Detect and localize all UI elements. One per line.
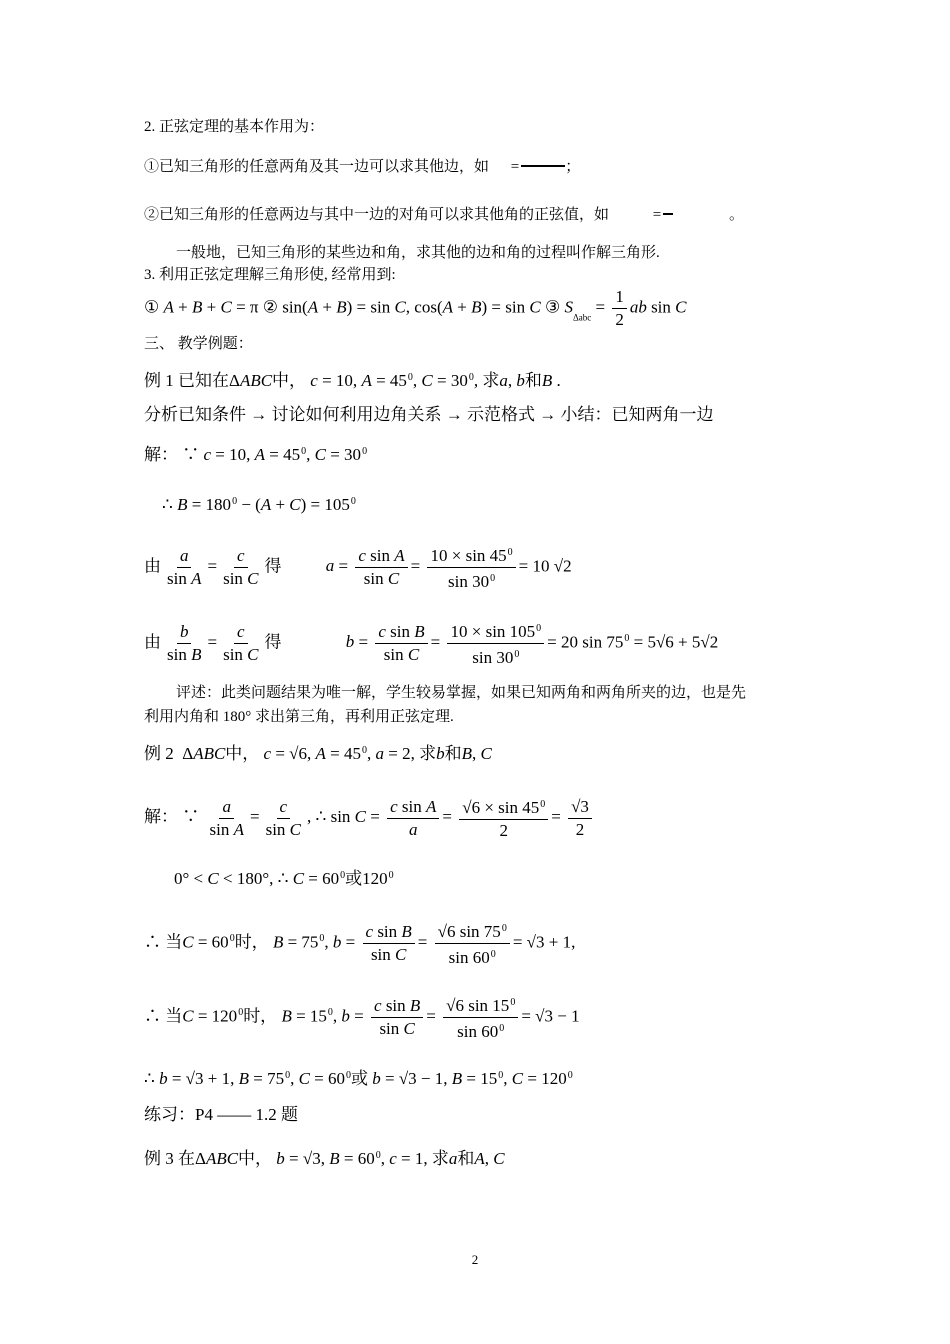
example-3: 例 3 在ΔABC中， b = √3, $B = 60^0$, c = 1, 求a和A, C — [144, 1149, 505, 1168]
line-usage-1: ①已知三角形的任意两角及其一边可以求其他边，如 = ； — [144, 159, 581, 175]
case-c-120: ∴ 当$C = 120^0$时， $B = 15^0$, b = $\frac{\text{c sin B}}{\text{sin C}}$ = $\frac{√6 \sin 15^0}{\sin 60^0}$ = √3 − 1 — [144, 992, 580, 1043]
fraction-half: $\frac{1}{2}$ — [612, 286, 627, 331]
angle-c-range: 0° < C < 180°, ∴ $C = 60^0$或$120^0$ — [174, 869, 394, 888]
example-2: 例 2 ΔABC中， c = √6, $A = 45^0$, a = 2, 求b和B, C — [144, 744, 492, 763]
solution-side-b: 由 $\frac{b}{\text{sin B}}$ = $\frac{c}{\text{sin C}}$ 得 b = $\frac{\text{c sin B}}{\text{sin C}}$ = $\frac{10 \times \sin 105^0}{\sin 30^0}$ = 20 $\sin 75^0 = 5√6 + 5√2$ — [144, 618, 718, 669]
review-line-1: 评述：此类问题结果为唯一解，学生较易掌握，如果已知两角和两角所夹的边，也是先 — [176, 685, 747, 701]
line-useful-formulas: 3. 利用正弦定理解三角形使, 经常用到: — [144, 267, 396, 283]
page-number: 2 — [471, 1252, 479, 1267]
blank-line — [521, 165, 565, 167]
analysis-line: 分析已知条件 → 讨论如何利用边角关系 → 示范格式 → 小结：已知两角一边 — [144, 405, 714, 424]
solution-side-a: 由 $\frac{a}{\text{sin A}}$ = $\frac{c}{\text{sin C}}$ 得 a = $\frac{\text{c sin A}}{\text{sin C}}$ = $\frac{10 \times \sin 45^0}{\sin 30^0}$ = 10 √2 — [144, 542, 572, 593]
section-heading: 三、 教学例题： — [144, 336, 253, 352]
formula-line: ① A + B + C = π ② sin(A + B) = sin C, cos(A + B) = sin C ③ $S_{\Delta abc}$ = $\frac{1}{2}$ ab sin C — [144, 287, 687, 329]
solution-angle-b: ∴ $B = 180^0 - (A + C) = 105^0$ — [162, 495, 356, 514]
solution-given: 解： ∵ c = 10, $A = 45^0$, $C = 30^0$ — [144, 445, 368, 464]
practice-line: 练习：P4 —— 1.2 题 — [144, 1105, 298, 1124]
blank-line — [663, 213, 673, 215]
line-theorem-usage: 2. 正弦定理的基本作用为： — [144, 119, 325, 135]
case-c-60: ∴ 当$C = 60^0$时， $B = 75^0$, b = $\frac{\text{c sin B}}{\text{sin C}}$ = $\frac{√6 \sin 75^0}{\sin 60^0}$ = √3 + 1, — [144, 918, 575, 969]
example-1: 例 1 已知在ΔABC中， c = 10, $A = 45^0$, $C = 30^0$, 求a, b和B . — [144, 371, 561, 390]
example-2-answer: ∴ b = √3 + 1, $B = 75^0$, $C = 60^0$或 b = √3 − 1, $B = 15^0$, $C = 120^0$ — [144, 1069, 573, 1088]
example-2-solution: 解： ∵ $\frac{a}{\text{sin A}}$ = $\frac{c}{\text{sin C}}$ , ∴ sin C = $\frac{\text{c sin A}}{a}$ = $\frac{√6 \times \sin 45^0}{2}$ = $\frac{√3}{2}$ — [144, 794, 595, 842]
review-line-2: 利用内角和 180° 求出第三角，再利用正弦定理. — [144, 709, 454, 725]
line-usage-2: ②已知三角形的任意两边与其中一边的对角可以求其他角的正弦值，如 = 。 — [144, 207, 744, 223]
line-solving-triangle: 一般地，已知三角形的某些边和角，求其他的边和角的过程叫作解三角形. — [176, 245, 660, 261]
